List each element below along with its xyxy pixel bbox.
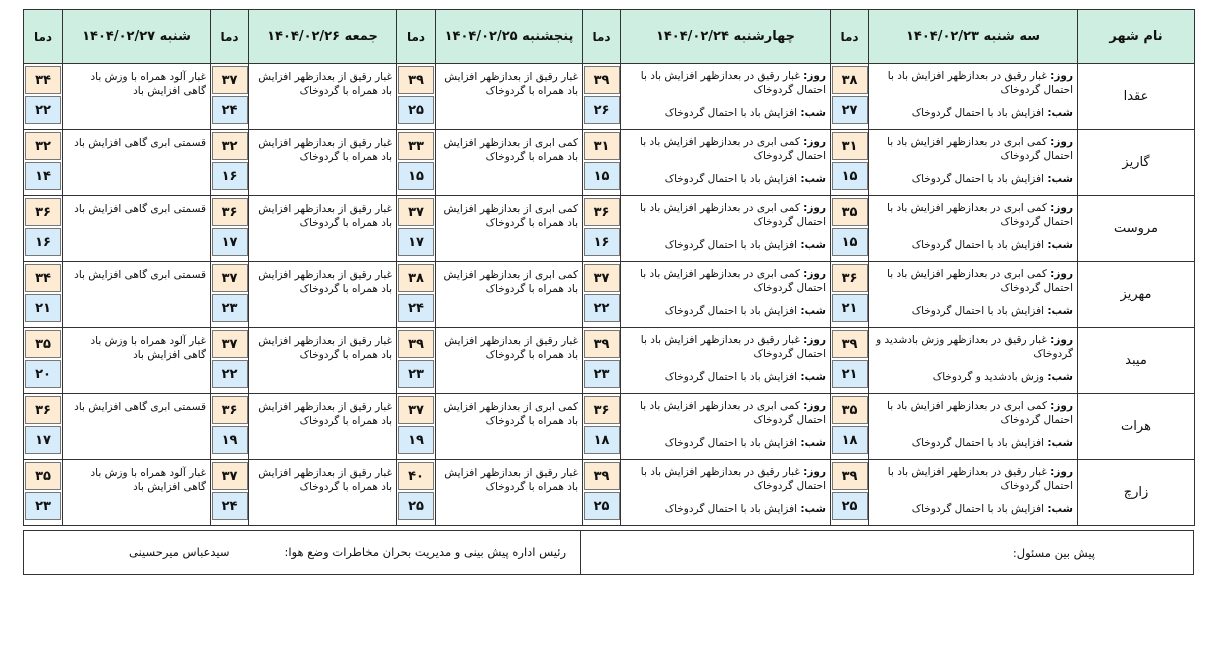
temp-cell (211, 130, 249, 196)
forecast-cell (249, 394, 397, 460)
day-forecast: کمی ابری در بعدازظهر افزایش باد با احتمال گردوخاک (887, 136, 1073, 162)
max-temp: ۳۹ (584, 66, 620, 94)
max-temp: ۳۴ (25, 264, 61, 292)
night-forecast: افزایش باد با احتمال گردوخاک (664, 239, 798, 251)
forecast-text: کمی ابری از بعدازظهر افزایش باد همراه با گردوخاک (443, 401, 578, 427)
city-name: عقدا (1078, 64, 1195, 130)
forecast-text: قسمتی ابری گاهی افزایش باد (74, 269, 206, 281)
night-forecast: افزایش باد با احتمال گردوخاک (911, 305, 1045, 317)
temp-cell (397, 64, 436, 130)
day-label: روز: (1050, 400, 1073, 412)
night-forecast: افزایش باد با احتمال گردوخاک (911, 503, 1045, 515)
forecast-cell (869, 394, 1078, 460)
day-forecast: کمی ابری در بعدازظهر افزایش باد با احتمال گردوخاک (887, 400, 1073, 426)
forecast-text: قسمتی ابری گاهی افزایش باد (74, 203, 206, 215)
forecast-table (23, 9, 1195, 526)
min-temp: ۲۵ (398, 492, 434, 520)
temp-cell (831, 460, 869, 526)
temp-cell (831, 394, 869, 460)
min-temp: ۲۴ (212, 492, 248, 520)
night-forecast: افزایش باد با احتمال گردوخاک (911, 437, 1045, 449)
min-temp: ۱۷ (25, 426, 61, 454)
temp-cell (397, 394, 436, 460)
max-temp: ۳۱ (832, 132, 868, 160)
temp-header: دما (397, 10, 436, 64)
temp-cell (831, 64, 869, 130)
day-label: روز: (1050, 466, 1073, 478)
min-temp: ۱۸ (832, 426, 868, 454)
min-temp: ۲۵ (584, 492, 620, 520)
signature-footer (23, 530, 1194, 575)
temp-cell (397, 460, 436, 526)
forecast-cell (249, 328, 397, 394)
temp-cell (24, 328, 63, 394)
forecast-cell (63, 64, 211, 130)
city-name: هرات (1078, 394, 1195, 460)
night-label: شب: (800, 239, 826, 251)
forecast-cell (436, 460, 583, 526)
table-row (24, 460, 1195, 526)
temp-cell (583, 262, 621, 328)
temp-cell (397, 328, 436, 394)
forecast-cell (249, 460, 397, 526)
day-forecast: کمی ابری در بعدازظهر افزایش باد با احتمال گردوخاک (640, 136, 826, 162)
night-label: شب: (800, 173, 826, 185)
max-temp: ۳۹ (832, 462, 868, 490)
night-forecast: افزایش باد با احتمال گردوخاک (664, 173, 798, 185)
temp-cell (24, 460, 63, 526)
max-temp: ۳۷ (212, 66, 248, 94)
day-label: روز: (803, 268, 826, 280)
day-label: روز: (803, 466, 826, 478)
temp-cell (583, 196, 621, 262)
temp-cell (831, 262, 869, 328)
min-temp: ۲۰ (25, 360, 61, 388)
city-name: مروست (1078, 196, 1195, 262)
forecast-text: غبار رقیق از بعدازظهر افزایش باد همراه با گردوخاک (258, 401, 392, 427)
temp-cell (831, 130, 869, 196)
night-label: شب: (800, 371, 826, 383)
max-temp: ۴۰ (398, 462, 434, 490)
min-temp: ۲۴ (212, 96, 248, 124)
max-temp: ۳۷ (398, 198, 434, 226)
temp-cell (24, 64, 63, 130)
forecast-text: غبار رقیق از بعدازظهر افزایش باد همراه با گردوخاک (258, 203, 392, 229)
forecast-text: غبار آلود همراه با وزش باد گاهی افزایش باد (90, 467, 206, 493)
night-label: شب: (1047, 437, 1073, 449)
min-temp: ۲۵ (832, 492, 868, 520)
temp-cell (397, 196, 436, 262)
night-label: شب: (800, 503, 826, 515)
min-temp: ۲۳ (398, 360, 434, 388)
max-temp: ۳۲ (25, 132, 61, 160)
forecast-cell (249, 130, 397, 196)
max-temp: ۳۹ (398, 66, 434, 94)
min-temp: ۲۵ (398, 96, 434, 124)
min-temp: ۲۱ (25, 294, 61, 322)
night-label: شب: (800, 107, 826, 119)
max-temp: ۳۷ (212, 264, 248, 292)
night-label: شب: (1047, 239, 1073, 251)
night-forecast: افزایش باد با احتمال گردوخاک (911, 107, 1045, 119)
min-temp: ۱۶ (584, 228, 620, 256)
day-label: روز: (1050, 202, 1073, 214)
temp-cell (211, 328, 249, 394)
min-temp: ۱۷ (398, 228, 434, 256)
table-row (24, 196, 1195, 262)
forecast-cell (63, 460, 211, 526)
forecast-cell (621, 328, 831, 394)
max-temp: ۳۵ (25, 330, 61, 358)
day-forecast: غبار رقیق در بعدازظهر افزایش باد با احتمال گردوخاک (887, 70, 1073, 96)
day-label: روز: (803, 202, 826, 214)
day-label: روز: (803, 334, 826, 346)
night-forecast: وزش بادشدید و گردوخاک (932, 371, 1045, 383)
temp-cell (211, 460, 249, 526)
temp-cell (24, 196, 63, 262)
temp-header: دما (831, 10, 869, 64)
min-temp: ۲۲ (212, 360, 248, 388)
forecast-cell (621, 196, 831, 262)
footer-divider (580, 531, 581, 574)
temp-cell (831, 196, 869, 262)
forecast-cell (621, 460, 831, 526)
forecast-cell (249, 262, 397, 328)
day-forecast: غبار رقیق در بعدازظهر افزایش باد با احتمال گردوخاک (640, 70, 826, 96)
day-forecast: غبار رقیق در بعدازظهر افزایش باد با احتمال گردوخاک (640, 466, 826, 492)
table-row (24, 262, 1195, 328)
max-temp: ۳۶ (212, 198, 248, 226)
night-forecast: افزایش باد با احتمال گردوخاک (911, 239, 1045, 251)
max-temp: ۳۵ (832, 396, 868, 424)
min-temp: ۱۷ (212, 228, 248, 256)
max-temp: ۳۶ (212, 396, 248, 424)
day-forecast: کمی ابری در بعدازظهر افزایش باد با احتمال گردوخاک (887, 202, 1073, 228)
day-label: روز: (803, 400, 826, 412)
min-temp: ۲۴ (398, 294, 434, 322)
forecast-text: غبار رقیق از بعدازظهر افزایش باد همراه با گردوخاک (258, 137, 392, 163)
temp-cell (24, 394, 63, 460)
min-temp: ۱۴ (25, 162, 61, 190)
temp-cell (211, 64, 249, 130)
day-header: سه شنبه ۱۴۰۴/۰۲/۲۳ (869, 10, 1078, 64)
forecast-cell (63, 196, 211, 262)
max-temp: ۳۷ (584, 264, 620, 292)
forecast-text: غبار آلود همراه با وزش باد گاهی افزایش باد (90, 71, 206, 97)
forecast-cell (436, 64, 583, 130)
forecast-cell (436, 328, 583, 394)
forecast-text: قسمتی ابری گاهی افزایش باد (74, 401, 206, 413)
temp-cell (24, 130, 63, 196)
forecast-cell (621, 394, 831, 460)
night-label: شب: (1047, 503, 1073, 515)
forecast-cell (869, 196, 1078, 262)
forecast-cell (436, 394, 583, 460)
forecast-cell (249, 196, 397, 262)
forecast-cell (436, 262, 583, 328)
day-label: روز: (1050, 70, 1073, 82)
temp-cell (211, 196, 249, 262)
city-name: مهریز (1078, 262, 1195, 328)
min-temp: ۱۹ (398, 426, 434, 454)
max-temp: ۳۷ (212, 462, 248, 490)
forecast-text: غبار رقیق از بعدازظهر افزایش باد همراه با گردوخاک (444, 467, 578, 493)
table-row (24, 328, 1195, 394)
temp-cell (24, 262, 63, 328)
min-temp: ۲۲ (584, 294, 620, 322)
night-forecast: افزایش باد با احتمال گردوخاک (664, 503, 798, 515)
night-forecast: افزایش باد با احتمال گردوخاک (911, 173, 1045, 185)
min-temp: ۱۵ (832, 228, 868, 256)
forecast-cell (869, 460, 1078, 526)
temp-cell (583, 130, 621, 196)
min-temp: ۱۵ (584, 162, 620, 190)
forecast-text: غبار رقیق از بعدازظهر افزایش باد همراه با گردوخاک (258, 269, 392, 295)
temp-header: دما (211, 10, 249, 64)
day-forecast: غبار رقیق در بعدازظهر افزایش باد با احتمال گردوخاک (640, 334, 826, 360)
day-header: جمعه ۱۴۰۴/۰۲/۲۶ (249, 10, 397, 64)
max-temp: ۳۶ (25, 198, 61, 226)
min-temp: ۱۸ (584, 426, 620, 454)
night-label: شب: (800, 305, 826, 317)
temp-cell (583, 460, 621, 526)
city-name: گاریز (1078, 130, 1195, 196)
min-temp: ۲۲ (25, 96, 61, 124)
temp-cell (397, 262, 436, 328)
forecast-text: غبار رقیق از بعدازظهر افزایش باد همراه با گردوخاک (258, 467, 392, 493)
day-header: چهارشنبه ۱۴۰۴/۰۲/۲۴ (621, 10, 831, 64)
day-header: شنبه ۱۴۰۴/۰۲/۲۷ (63, 10, 211, 64)
night-forecast: افزایش باد با احتمال گردوخاک (664, 371, 798, 383)
max-temp: ۳۶ (25, 396, 61, 424)
day-label: روز: (803, 70, 826, 82)
max-temp: ۳۹ (584, 330, 620, 358)
max-temp: ۳۵ (25, 462, 61, 490)
forecast-cell (869, 130, 1078, 196)
day-label: روز: (803, 136, 826, 148)
department-head-title: رئیس اداره پیش بینی و مدیریت بحران مخاطرات وضع هوا: (284, 545, 566, 559)
min-temp: ۱۶ (25, 228, 61, 256)
min-temp: ۱۵ (832, 162, 868, 190)
max-temp: ۳۹ (832, 330, 868, 358)
forecast-text: کمی ابری از بعدازظهر افزایش باد همراه با گردوخاک (443, 203, 578, 229)
night-label: شب: (1047, 107, 1073, 119)
temp-cell (211, 394, 249, 460)
night-forecast: افزایش باد با احتمال گردوخاک (664, 107, 798, 119)
max-temp: ۳۴ (25, 66, 61, 94)
min-temp: ۲۱ (832, 294, 868, 322)
min-temp: ۱۵ (398, 162, 434, 190)
forecast-cell (63, 328, 211, 394)
min-temp: ۲۶ (584, 96, 620, 124)
temp-cell (831, 328, 869, 394)
forecast-cell (63, 262, 211, 328)
day-header: پنجشنبه ۱۴۰۴/۰۲/۲۵ (436, 10, 583, 64)
table-row (24, 130, 1195, 196)
day-forecast: کمی ابری در بعدازظهر افزایش باد با احتمال گردوخاک (887, 268, 1073, 294)
forecast-cell (621, 64, 831, 130)
forecast-text: غبار رقیق از بعدازظهر افزایش باد همراه با گردوخاک (258, 71, 392, 97)
day-forecast: کمی ابری در بعدازظهر افزایش باد با احتمال گردوخاک (640, 400, 826, 426)
forecast-cell (63, 130, 211, 196)
day-forecast: غبار رقیق در بعدازظهر وزش بادشدید و گردوخاک (876, 334, 1073, 360)
max-temp: ۳۸ (832, 66, 868, 94)
forecast-cell (436, 196, 583, 262)
night-label: شب: (1047, 305, 1073, 317)
forecast-text: غبار رقیق از بعدازظهر افزایش باد همراه با گردوخاک (444, 335, 578, 361)
forecast-text: کمی ابری از بعدازظهر افزایش باد همراه با گردوخاک (443, 137, 578, 163)
max-temp: ۳۹ (398, 330, 434, 358)
forecast-cell (63, 394, 211, 460)
forecaster-label: پیش بین مسئول: (1012, 546, 1095, 560)
night-forecast: افزایش باد با احتمال گردوخاک (664, 305, 798, 317)
max-temp: ۳۱ (584, 132, 620, 160)
city-name: زارچ (1078, 460, 1195, 526)
max-temp: ۳۷ (212, 330, 248, 358)
temp-header: دما (583, 10, 621, 64)
min-temp: ۲۷ (832, 96, 868, 124)
temp-cell (583, 394, 621, 460)
forecast-text: غبار آلود همراه با وزش باد گاهی افزایش باد (90, 335, 206, 361)
forecast-cell (869, 262, 1078, 328)
header-row (24, 10, 1195, 64)
forecast-text: کمی ابری از بعدازظهر افزایش باد همراه با گردوخاک (443, 269, 578, 295)
table-row (24, 394, 1195, 460)
min-temp: ۲۱ (832, 360, 868, 388)
day-forecast: کمی ابری در بعدازظهر افزایش باد با احتمال گردوخاک (640, 268, 826, 294)
min-temp: ۲۳ (212, 294, 248, 322)
min-temp: ۱۹ (212, 426, 248, 454)
temp-cell (397, 130, 436, 196)
day-forecast: غبار رقیق در بعدازظهر افزایش باد با احتمال گردوخاک (887, 466, 1073, 492)
temp-cell (583, 328, 621, 394)
night-label: شب: (1047, 371, 1073, 383)
night-label: شب: (1047, 173, 1073, 185)
day-label: روز: (1050, 334, 1073, 346)
max-temp: ۳۶ (832, 264, 868, 292)
forecast-text: غبار رقیق از بعدازظهر افزایش باد همراه با گردوخاک (258, 335, 392, 361)
table-row (24, 64, 1195, 130)
city-header: نام شهر (1078, 10, 1195, 64)
day-forecast: کمی ابری در بعدازظهر افزایش باد با احتمال گردوخاک (640, 202, 826, 228)
day-label: روز: (1050, 136, 1073, 148)
max-temp: ۳۶ (584, 198, 620, 226)
night-forecast: افزایش باد با احتمال گردوخاک (664, 437, 798, 449)
day-label: روز: (1050, 268, 1073, 280)
max-temp: ۳۷ (398, 396, 434, 424)
forecast-text: قسمتی ابری گاهی افزایش باد (74, 137, 206, 149)
forecast-cell (869, 64, 1078, 130)
temp-header: دما (24, 10, 63, 64)
city-name: میبد (1078, 328, 1195, 394)
max-temp: ۳۵ (832, 198, 868, 226)
temp-cell (583, 64, 621, 130)
night-label: شب: (800, 437, 826, 449)
max-temp: ۳۸ (398, 264, 434, 292)
max-temp: ۳۳ (398, 132, 434, 160)
forecast-cell (869, 328, 1078, 394)
department-head-name: سیدعباس میرحسینی (129, 545, 230, 559)
max-temp: ۳۹ (584, 462, 620, 490)
max-temp: ۳۲ (212, 132, 248, 160)
forecast-cell (249, 64, 397, 130)
forecast-text: غبار رقیق از بعدازظهر افزایش باد همراه با گردوخاک (444, 71, 578, 97)
forecast-cell (621, 130, 831, 196)
max-temp: ۳۶ (584, 396, 620, 424)
temp-cell (211, 262, 249, 328)
forecast-cell (436, 130, 583, 196)
min-temp: ۲۳ (25, 492, 61, 520)
forecast-cell (621, 262, 831, 328)
min-temp: ۲۳ (584, 360, 620, 388)
min-temp: ۱۶ (212, 162, 248, 190)
